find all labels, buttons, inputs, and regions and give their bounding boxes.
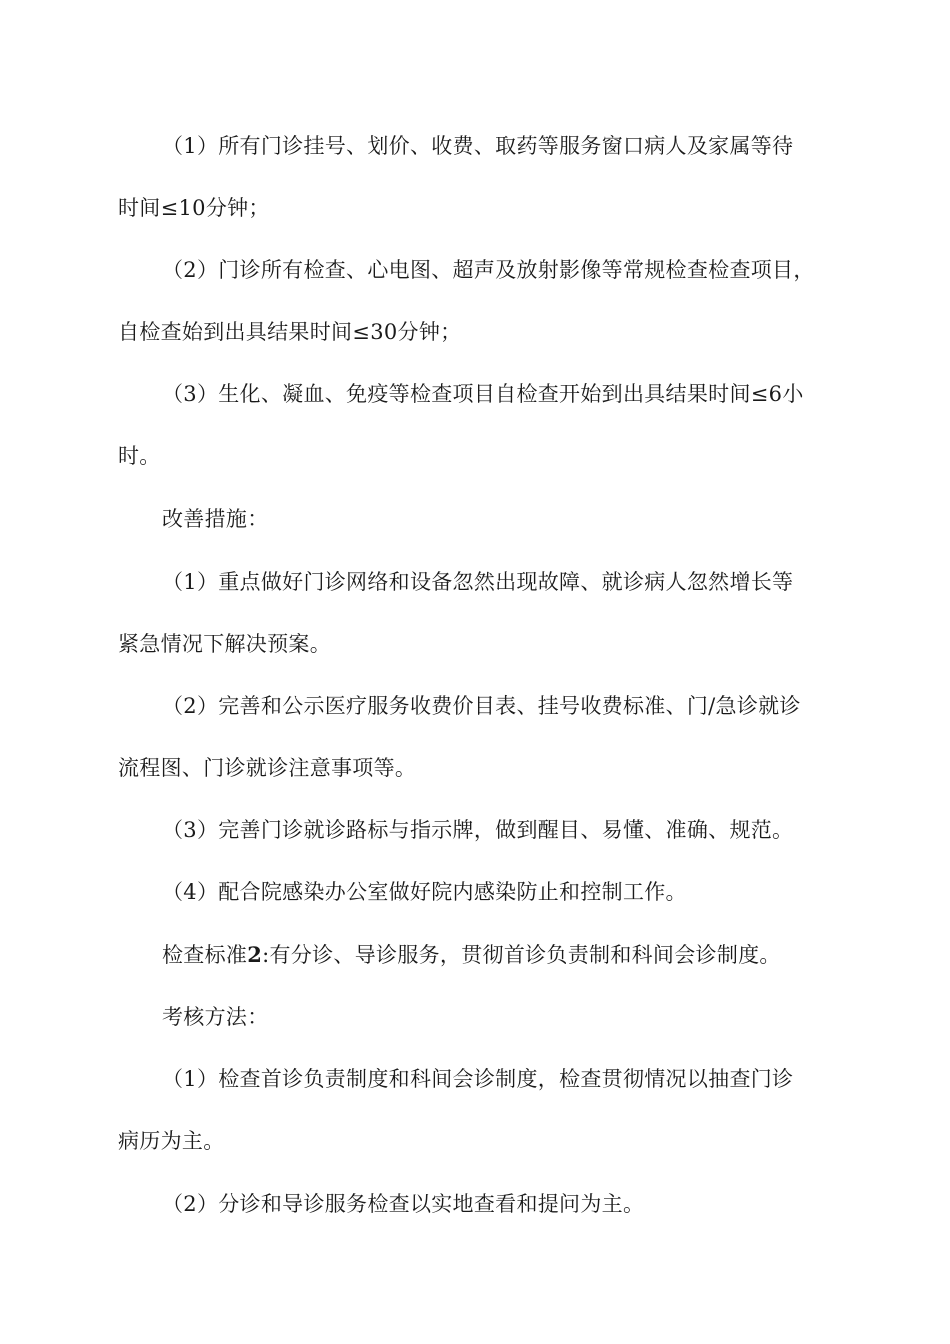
paragraph-line: （1）检查首诊负责制度和科间会诊制度，检查贯彻情况以抽查门诊 <box>162 1067 794 1091</box>
section-heading: 考核方法： <box>162 1005 269 1029</box>
paragraph-line: 流程图、门诊就诊注意事项等。 <box>118 756 417 780</box>
paragraph-line: （1）所有门诊挂号、划价、收费、取药等服务窗口病人及家属等待 <box>162 134 794 158</box>
paragraph-line: （2）完善和公示医疗服务收费价目表、挂号收费标准、门/急诊就诊 <box>162 694 801 718</box>
paragraph-line: （2）分诊和导诊服务检查以实地查看和提问为主。 <box>162 1192 645 1216</box>
paragraph-line: 自检查始到出具结果时间≤30分钟； <box>118 320 462 344</box>
section-heading: 改善措施： <box>162 507 269 531</box>
standard-text: 有分诊、导诊服务，贯彻首诊负责制和科间会诊制度。 <box>269 943 781 967</box>
paragraph-line: （2）门诊所有检查、心电图、超声及放射影像等常规检查检查项目， <box>162 258 815 282</box>
standard-colon: : <box>262 943 270 967</box>
paragraph-line: 时间≤10分钟； <box>118 196 270 220</box>
paragraph-line: （4）配合院感染办公室做好院内感染防止和控制工作。 <box>162 880 687 904</box>
paragraph-line: 病历为主。 <box>118 1129 225 1153</box>
paragraph-line: （3）完善门诊就诊路标与指示牌，做到醒目、易懂、准确、规范。 <box>162 818 794 842</box>
paragraph-line: 时。 <box>118 444 161 468</box>
paragraph-line: （3）生化、凝血、免疫等检查项目自检查开始到出具结果时间≤6小 <box>162 382 804 406</box>
standard-number: 2 <box>247 942 263 967</box>
standard-2-line <box>162 939 882 969</box>
paragraph-line: 紧急情况下解决预案。 <box>118 632 331 656</box>
standard-label: 检查标准 <box>162 943 248 967</box>
paragraph-line: （1）重点做好门诊网络和设备忽然出现故障、就诊病人忽然增长等 <box>162 570 794 594</box>
